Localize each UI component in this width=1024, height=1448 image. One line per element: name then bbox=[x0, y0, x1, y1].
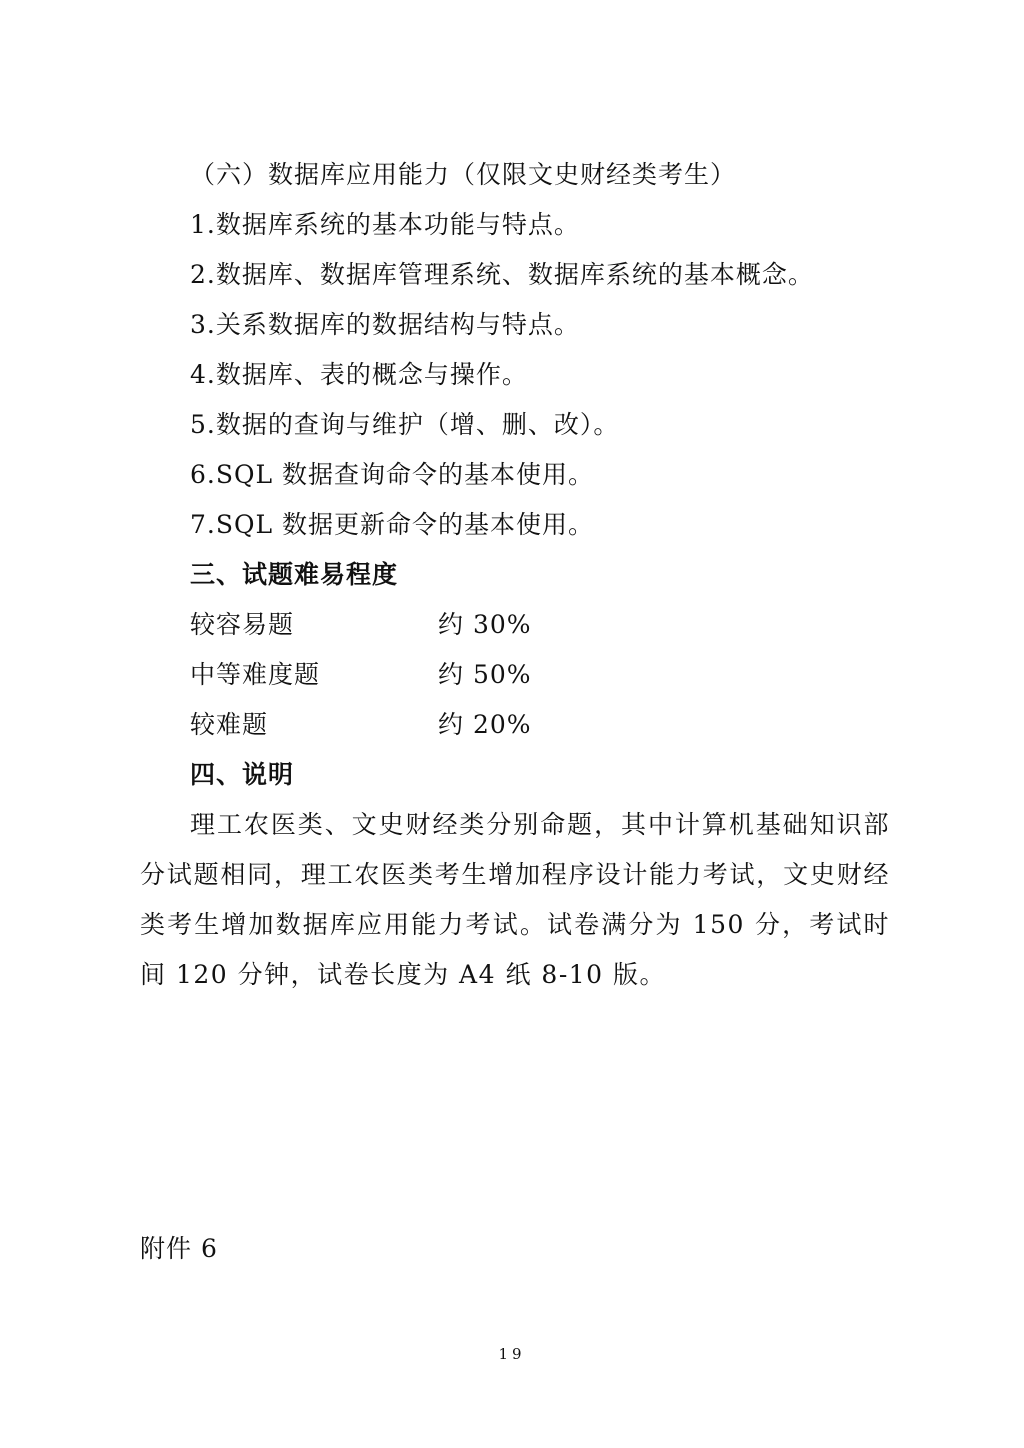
difficulty-row bbox=[190, 658, 532, 692]
difficulty-label: 较难题 bbox=[190, 710, 269, 739]
list-item: 4.数据库、表的概念与操作。 bbox=[190, 360, 528, 389]
list-item: 6.SQL 数据查询命令的基本使用。 bbox=[190, 460, 595, 489]
notes-paragraph: 理工农医类、文史财经类分别命题，其中计算机基础知识部分试题相同，理工农医类考生增加程序设计能力考试，文史财经类考生增加数据库应用能力考试。试卷满分为 150 分，考试时间 120 分钟，试卷长度为 A4 纸 8-10 版。 bbox=[140, 810, 890, 989]
notes-heading: 四、说明 bbox=[190, 760, 295, 789]
difficulty-label: 中等难度题 bbox=[190, 660, 321, 689]
difficulty-label: 较容易题 bbox=[190, 610, 295, 639]
list-item: 5.数据的查询与维护（增、删、改）。 bbox=[190, 410, 620, 439]
list-item: 3.关系数据库的数据结构与特点。 bbox=[190, 310, 580, 339]
difficulty-heading: 三、试题难易程度 bbox=[190, 560, 399, 589]
difficulty-value: 约 50% bbox=[438, 660, 532, 689]
difficulty-row bbox=[190, 708, 532, 742]
difficulty-value: 约 20% bbox=[438, 710, 532, 739]
list-item: 7.SQL 数据更新命令的基本使用。 bbox=[190, 510, 595, 539]
list-item: 2.数据库、数据库管理系统、数据库系统的基本概念。 bbox=[190, 260, 814, 289]
difficulty-row bbox=[190, 608, 532, 642]
page-number: 19 bbox=[498, 1345, 526, 1363]
section-6-title: （六）数据库应用能力（仅限文史财经类考生） bbox=[190, 160, 737, 189]
list-item: 1.数据库系统的基本功能与特点。 bbox=[190, 210, 580, 239]
attachment-label: 附件 6 bbox=[140, 1234, 218, 1263]
difficulty-value: 约 30% bbox=[438, 610, 532, 639]
